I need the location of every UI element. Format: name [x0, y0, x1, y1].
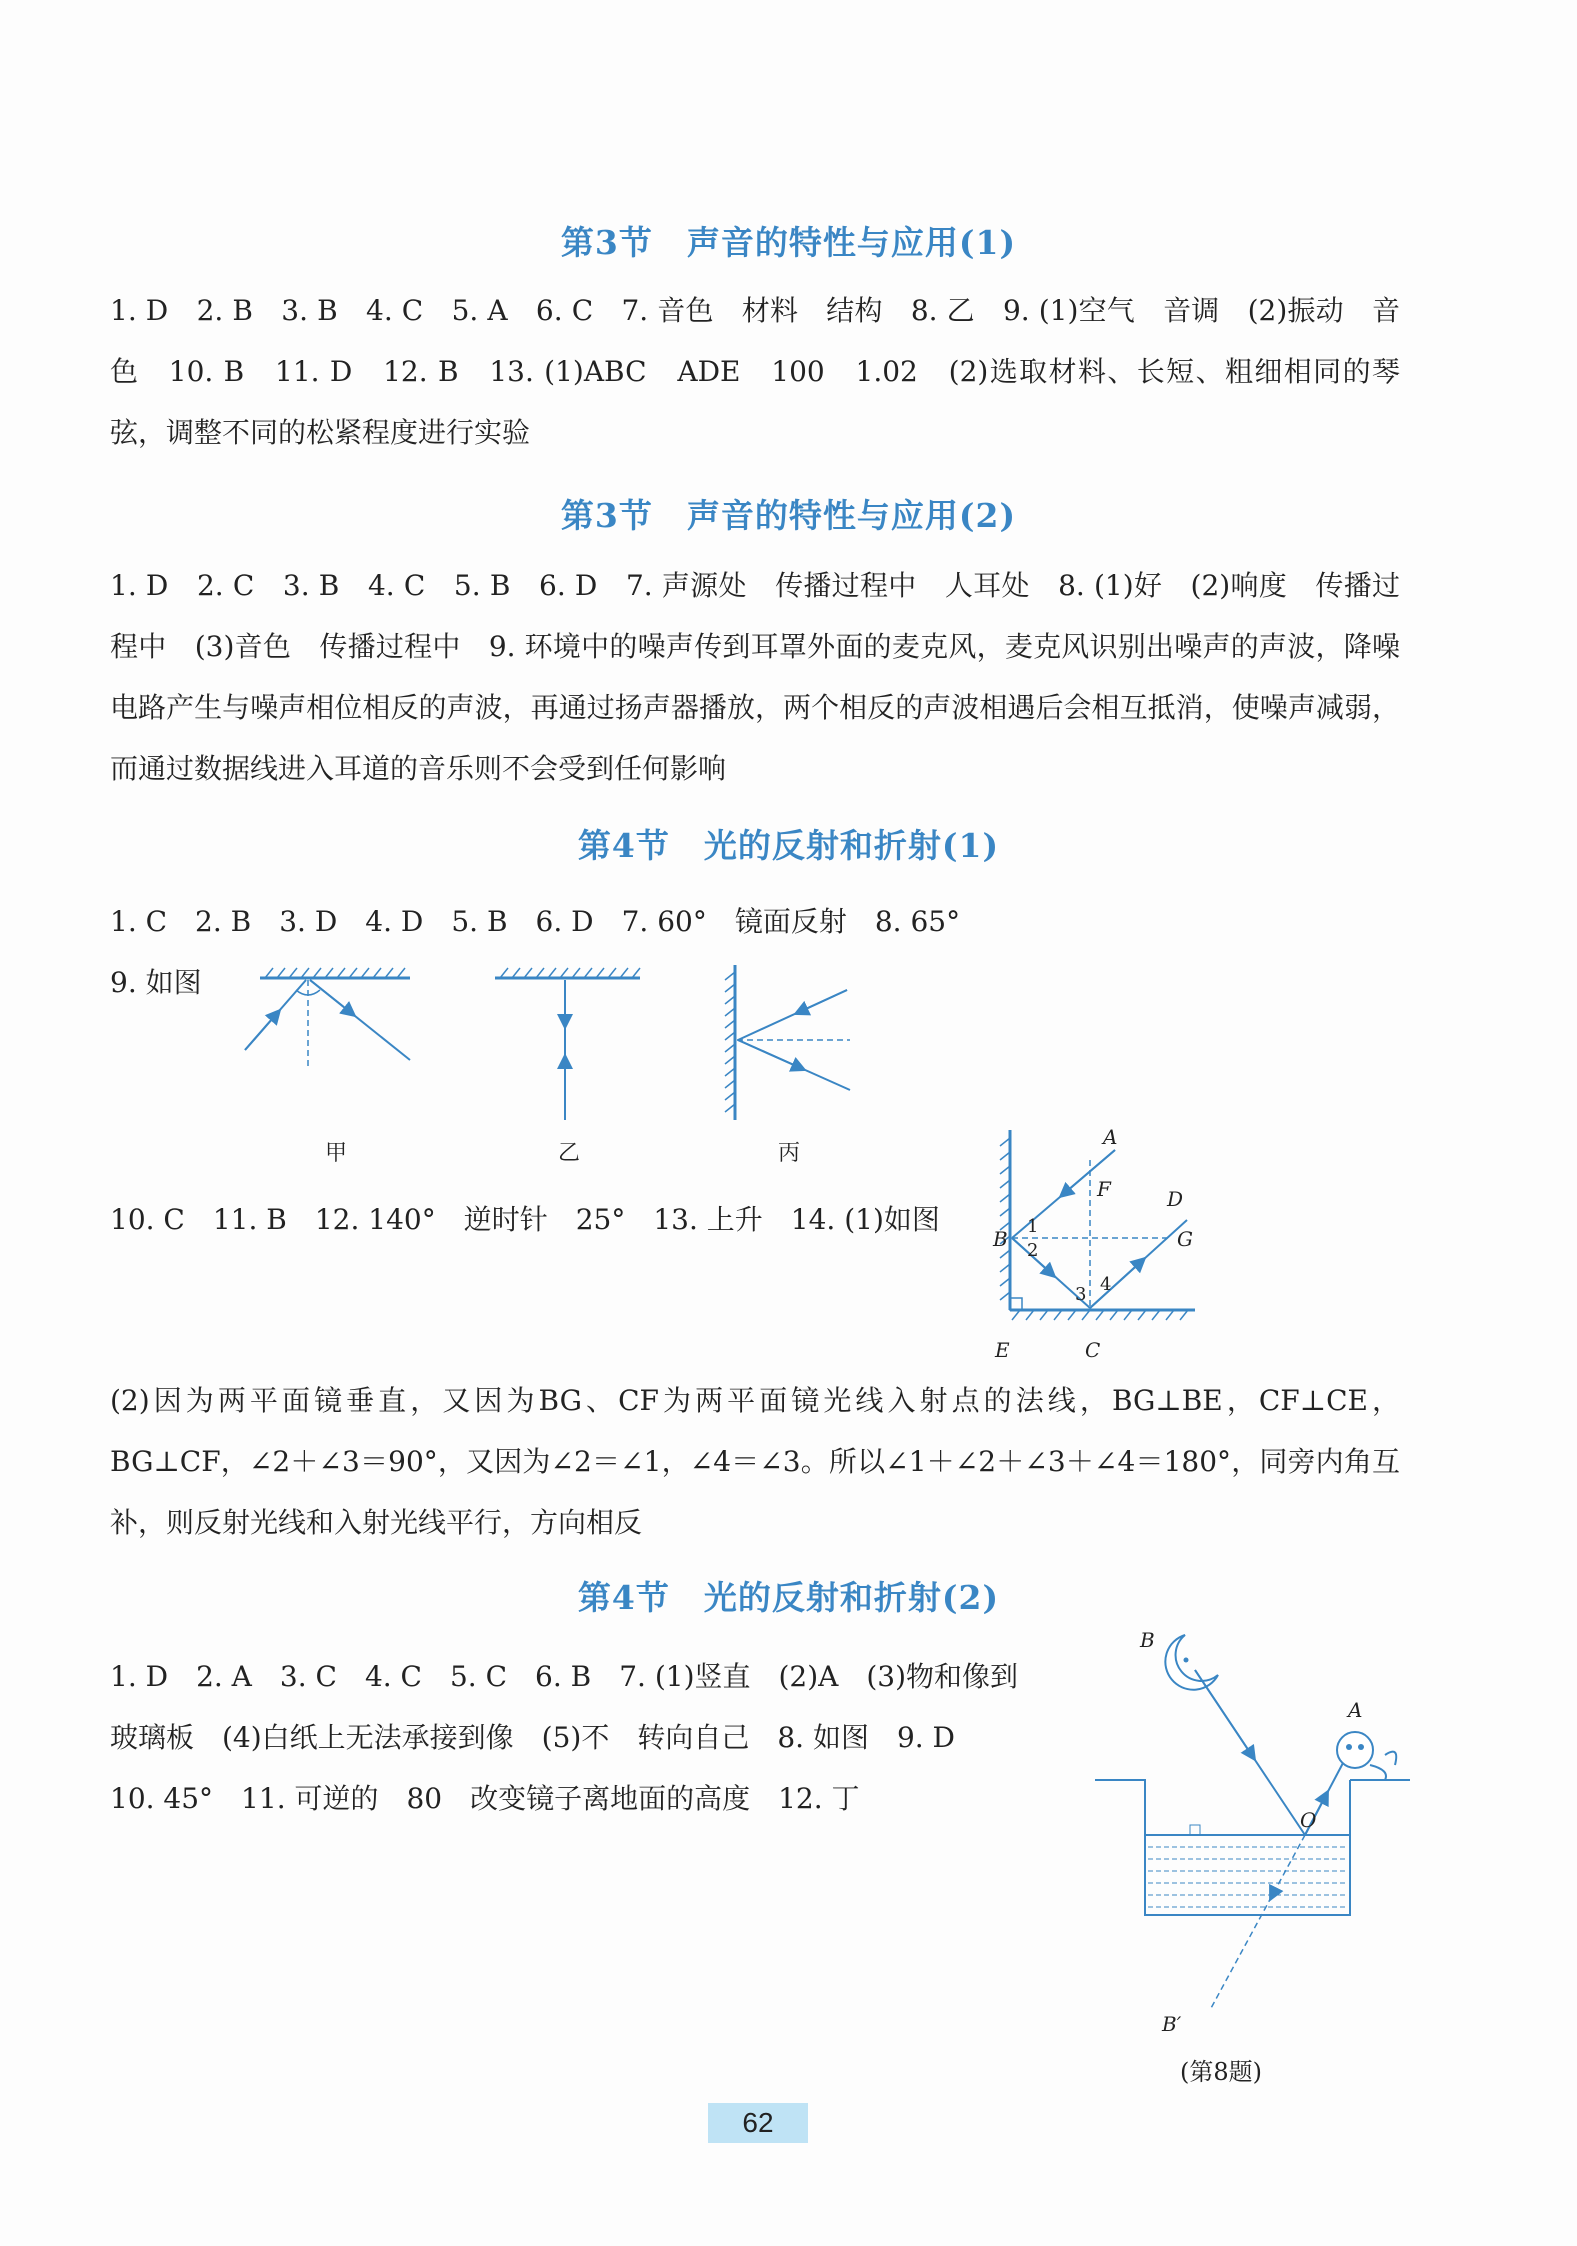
point-label-d: D	[1167, 1187, 1184, 1211]
point-label-o: O	[1300, 1808, 1317, 1832]
proof-paragraph: (2)因为两平面镜垂直，又因为BG、CF为两平面镜光线入射点的法线，BG⊥BE，CF⊥CE，BG⊥CF，∠2＋∠3＝90°，又因为∠2＝∠1，∠4＝∠3。所以∠1＋∠2＋∠3＋∠4＝180°，同旁内角互补，则反射光线和入射光线平行，方向相反	[110, 1384, 1400, 1539]
answers-line-4b: 玻璃板 (4)白纸上无法承接到像 (5)不 转向自己 8. 如图 9. D	[110, 1721, 956, 1754]
figure-label-yi: 乙	[558, 1141, 581, 1166]
point-label-b-prime: B′	[1162, 2012, 1182, 2036]
answers-line-3a: 1. C 2. B 3. D 4. D 5. B 6. D 7. 60° 镜面反射 8. 65°	[110, 905, 961, 938]
answers-line-4a: 1. D 2. A 3. C 4. C 5. C 6. B 7. (1)竖直 (2)A (3)物和像到	[110, 1660, 1019, 1693]
angle-label-2: 2	[1027, 1240, 1039, 1261]
angle-label-3: 3	[1075, 1284, 1087, 1305]
angle-label-1: 1	[1027, 1216, 1039, 1237]
answers-paragraph-1: 1. D 2. B 3. B 4. C 5. A 6. C 7. 音色 材料 结构 8. 乙 9. (1)空气 音调 (2)振动 音色 10. B 11. D 12. B 13. (1)ABC ADE 100 1.02 (2)选取材料、长短、粗细相同的琴弦，调整不同的松紧程度进行实验	[110, 294, 1400, 449]
reflection-figures	[230, 960, 870, 1180]
answers-line-3b: 9. 如图	[110, 966, 202, 999]
point-label-a: A	[1103, 1125, 1118, 1149]
point-label-monkey-a: A	[1348, 1698, 1363, 1722]
section-title-4: 第4节 光的反射和折射(2)	[577, 1578, 1000, 1617]
section-title-1: 第3节 声音的特性与应用(1)	[560, 223, 1017, 262]
monkey-icon	[1337, 1732, 1396, 1780]
figure-caption: (第8题)	[1180, 2058, 1262, 2086]
figure-label-jia: 甲	[325, 1141, 348, 1166]
answers-paragraph-2: 1. D 2. C 3. B 4. C 5. B 6. D 7. 声源处 传播过程中 人耳处 8. (1)好 (2)响度 传播过程中 (3)音色 传播过程中 9. 环境中的噪声传到耳罩外面的麦克风，麦克风识别出噪声的声波，降噪电路产生与噪声相位相反的声波，再通过扬声器播放，两个相反的声波相遇后会相互抵消，使噪声减弱，而通过数据线进入耳道的音乐则不会受到任何影响	[110, 569, 1400, 785]
point-label-c: C	[1085, 1338, 1101, 1362]
point-label-moon-b: B	[1140, 1628, 1155, 1652]
point-label-e: E	[995, 1338, 1010, 1362]
answers-line-4c: 10. 45° 11. 可逆的 80 改变镜子离地面的高度 12. 丁	[110, 1782, 860, 1815]
moon-icon	[1165, 1635, 1218, 1690]
page-number: 62	[708, 2103, 808, 2143]
section-title-2: 第3节 声音的特性与应用(2)	[560, 496, 1017, 535]
point-label-f: F	[1097, 1177, 1111, 1201]
figure-yi	[495, 968, 640, 1120]
figure-jia	[245, 968, 410, 1070]
point-label-g: G	[1177, 1227, 1193, 1251]
answers-line-3c: 10. C 11. B 12. 140° 逆时针 25° 13. 上升 14. (1)如图	[110, 1203, 940, 1236]
water-reflection-figure	[1090, 1615, 1450, 2045]
point-label-b: B	[993, 1227, 1008, 1251]
perpendicular-mirrors-figure	[975, 1120, 1235, 1365]
angle-label-4: 4	[1100, 1274, 1112, 1295]
figure-label-bing: 丙	[778, 1141, 801, 1166]
section-title-3: 第4节 光的反射和折射(1)	[577, 826, 1000, 865]
figure-bing	[725, 965, 850, 1120]
